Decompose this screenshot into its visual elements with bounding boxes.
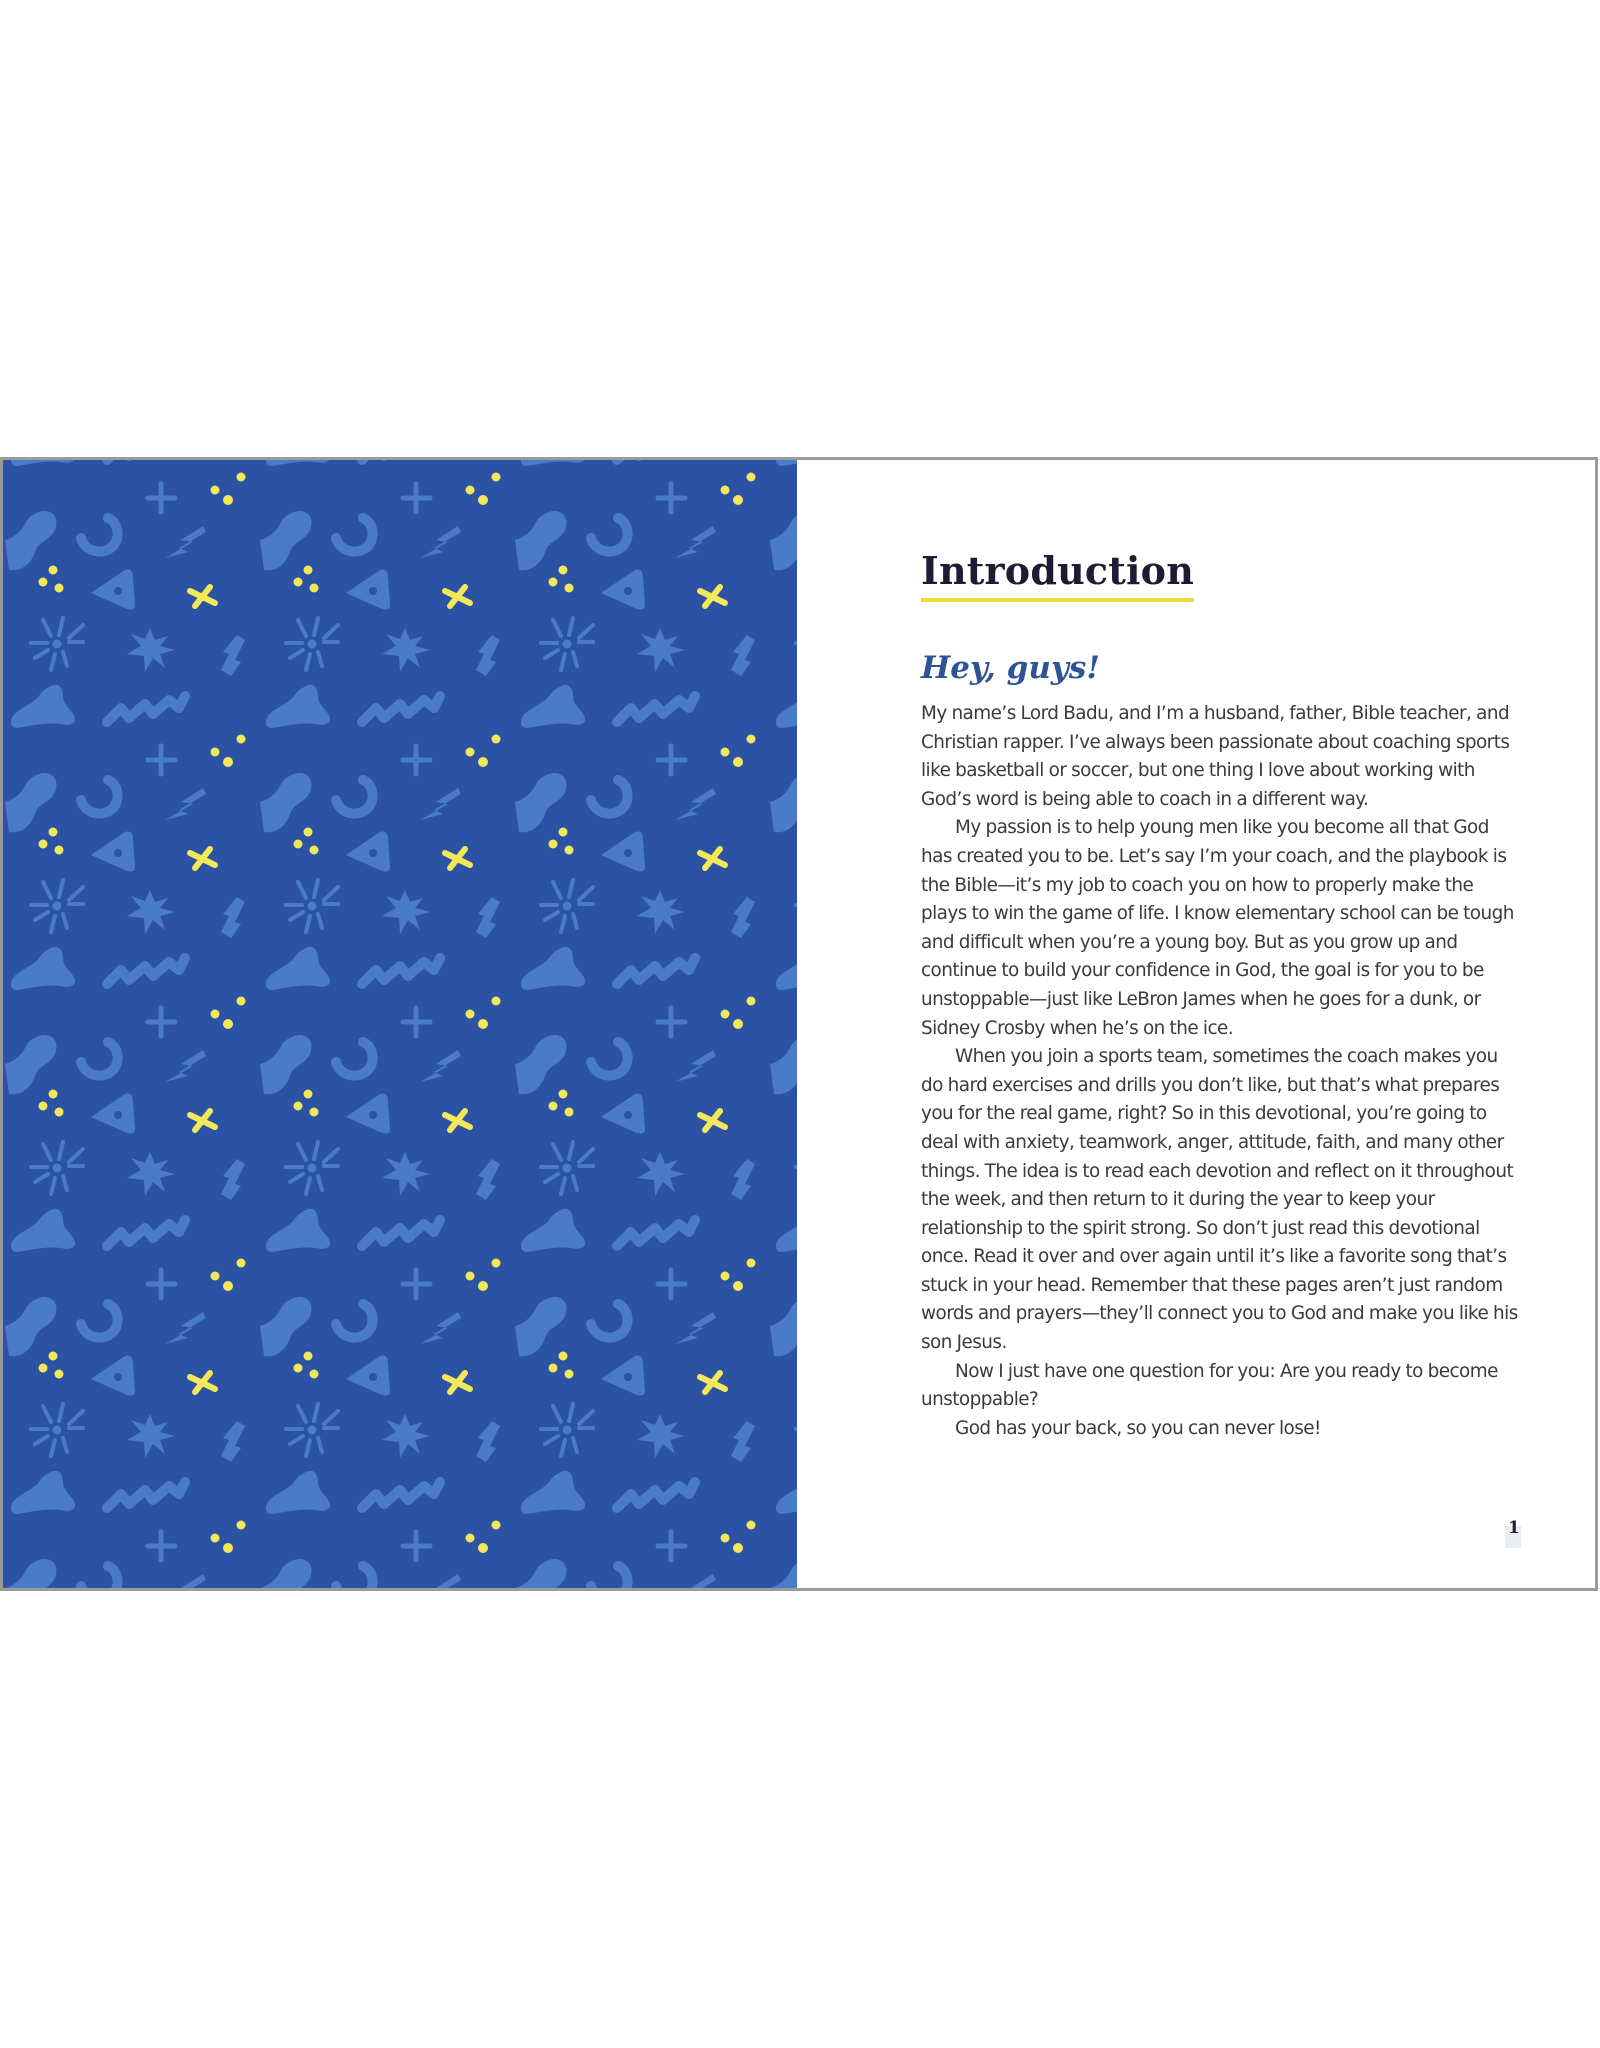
page-number: 1 — [1508, 1518, 1520, 1538]
greeting-subheading: Hey, guys! — [921, 650, 1100, 686]
pattern-illustration — [3, 460, 797, 1588]
paragraph: Now I just have one question for you: Are you ready to become unstoppable? — [921, 1360, 1498, 1411]
book-spread — [0, 457, 1598, 1591]
paragraph: God has your back, so you can never lose! — [955, 1417, 1321, 1439]
page-title: Introduction — [921, 548, 1194, 602]
paragraph: My name’s Lord Badu, and I’m a husband, father, Bible teacher, and Christian rapper. I’ve always been passionate about coaching sports like basketball or soccer, but one thing I love about working with God’s word is being able to coach in a different way. — [921, 703, 1510, 810]
paragraph: When you join a sports team, sometimes the coach makes you do hard exercises and drills you don’t like, but that’s what prepares you for the real game, right? So in this devotional, you’re going to deal with anxiety, teamwork, anger, attitude, faith, and many other things. The idea is to read each devotion and reflect on it throughout the week, and then return to it during the year to keep your relationship to the spirit strong. So don’t just read this devotional once. Read it over and over again until it’s like a favorite song that’s stuck in your head. Remember that these pages aren’t just random words and prayers—they’ll connect you to God and make you like his son Jesus. — [921, 1046, 1518, 1354]
introduction-page — [797, 460, 1595, 1588]
paragraph: My passion is to help young men like you become all that God has created you to be. Let’s say I’m your coach, and the playbook is the Bible—it’s my job to coach you on how to properly make the plays to win the game of life. I know elementary school can be tough and difficult when you’re a young boy. But as you grow up and continue to build your confidence in God, the goal is for you to be unstoppable—just like LeBron James when he goes for a dunk, or Sidney Crosby when he’s on the ice. — [921, 817, 1514, 1039]
decorative-pattern-page — [3, 460, 797, 1588]
introduction-body — [921, 700, 1521, 1443]
